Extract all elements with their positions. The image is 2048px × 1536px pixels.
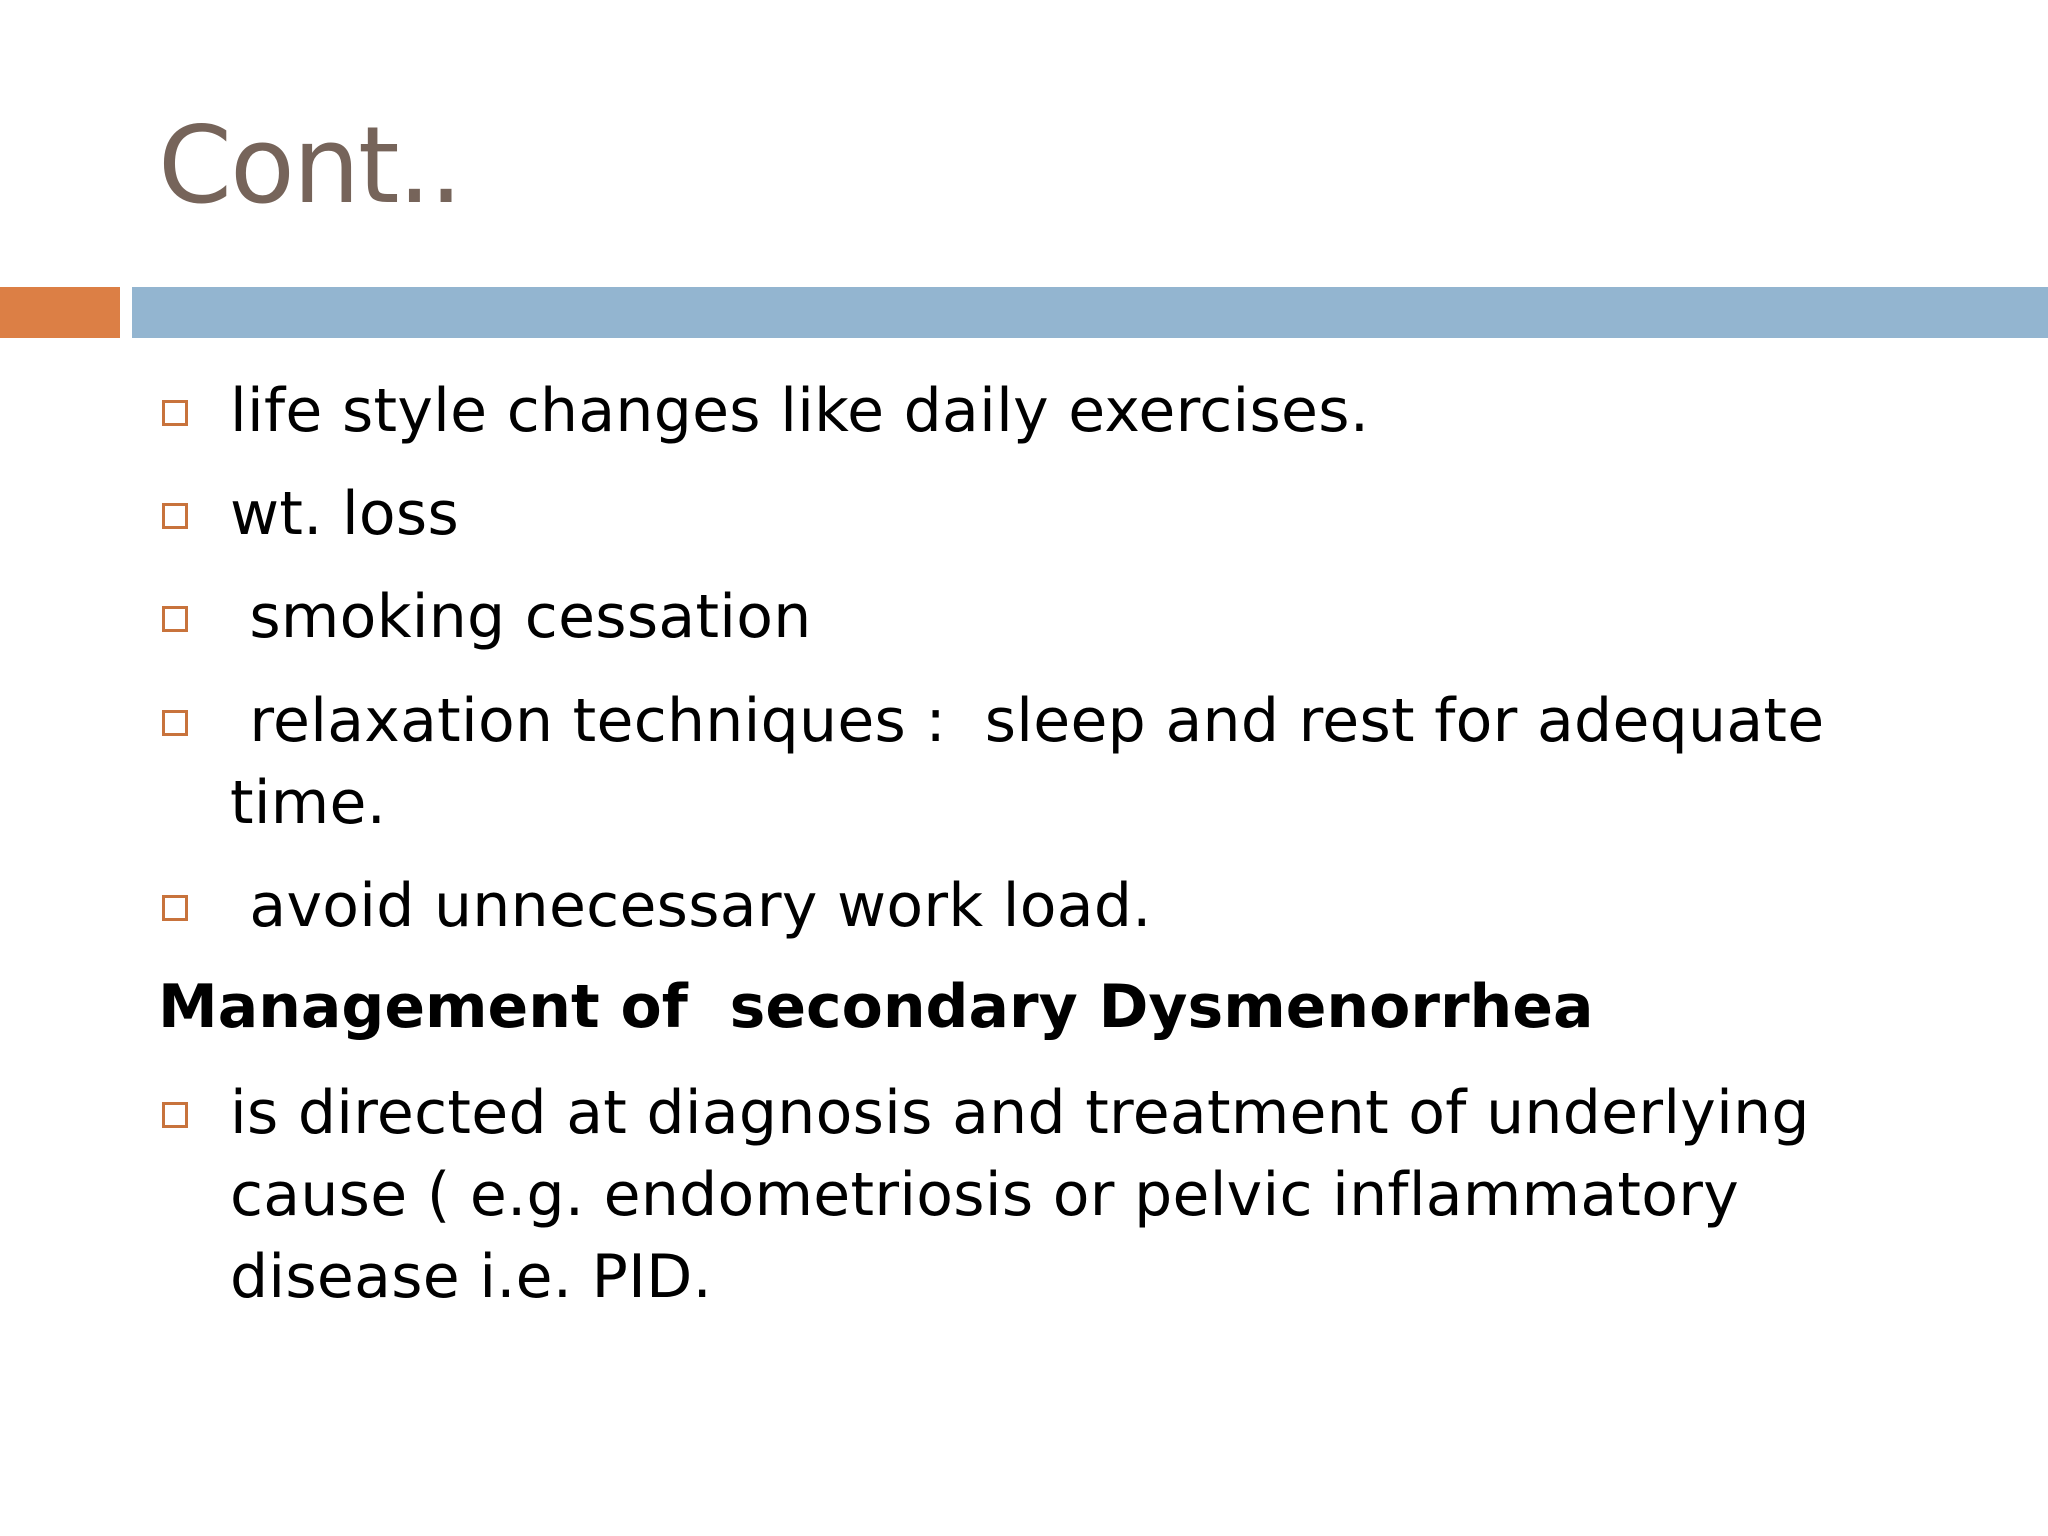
slide-title: Cont.. (158, 104, 461, 227)
square-outline-bullet-icon (162, 400, 188, 426)
bullet-text-continuation: cause ( e.g. endometriosis or pelvic inflammatory (230, 1160, 1740, 1230)
bullet-text: life style changes like daily exercises. (230, 376, 1370, 446)
square-outline-bullet-icon (162, 1102, 188, 1128)
square-outline-bullet-icon (162, 606, 188, 632)
bullet-text-continuation: disease i.e. PID. (230, 1242, 712, 1312)
bullet-text: is directed at diagnosis and treatment of underlying (230, 1078, 1810, 1148)
bullet-text-continuation: time. (230, 768, 387, 838)
title-accent-bar (0, 287, 120, 338)
section-heading: Management of secondary Dysmenorrhea (158, 972, 1594, 1042)
square-outline-bullet-icon (162, 895, 188, 921)
title-divider-bar (132, 287, 2048, 338)
bullet-text: wt. loss (230, 479, 460, 549)
bullet-text: avoid unnecessary work load. (230, 871, 1152, 941)
square-outline-bullet-icon (162, 503, 188, 529)
bullet-text: smoking cessation (230, 582, 812, 652)
bullet-text: relaxation techniques : sleep and rest for adequate (230, 686, 1825, 756)
square-outline-bullet-icon (162, 710, 188, 736)
